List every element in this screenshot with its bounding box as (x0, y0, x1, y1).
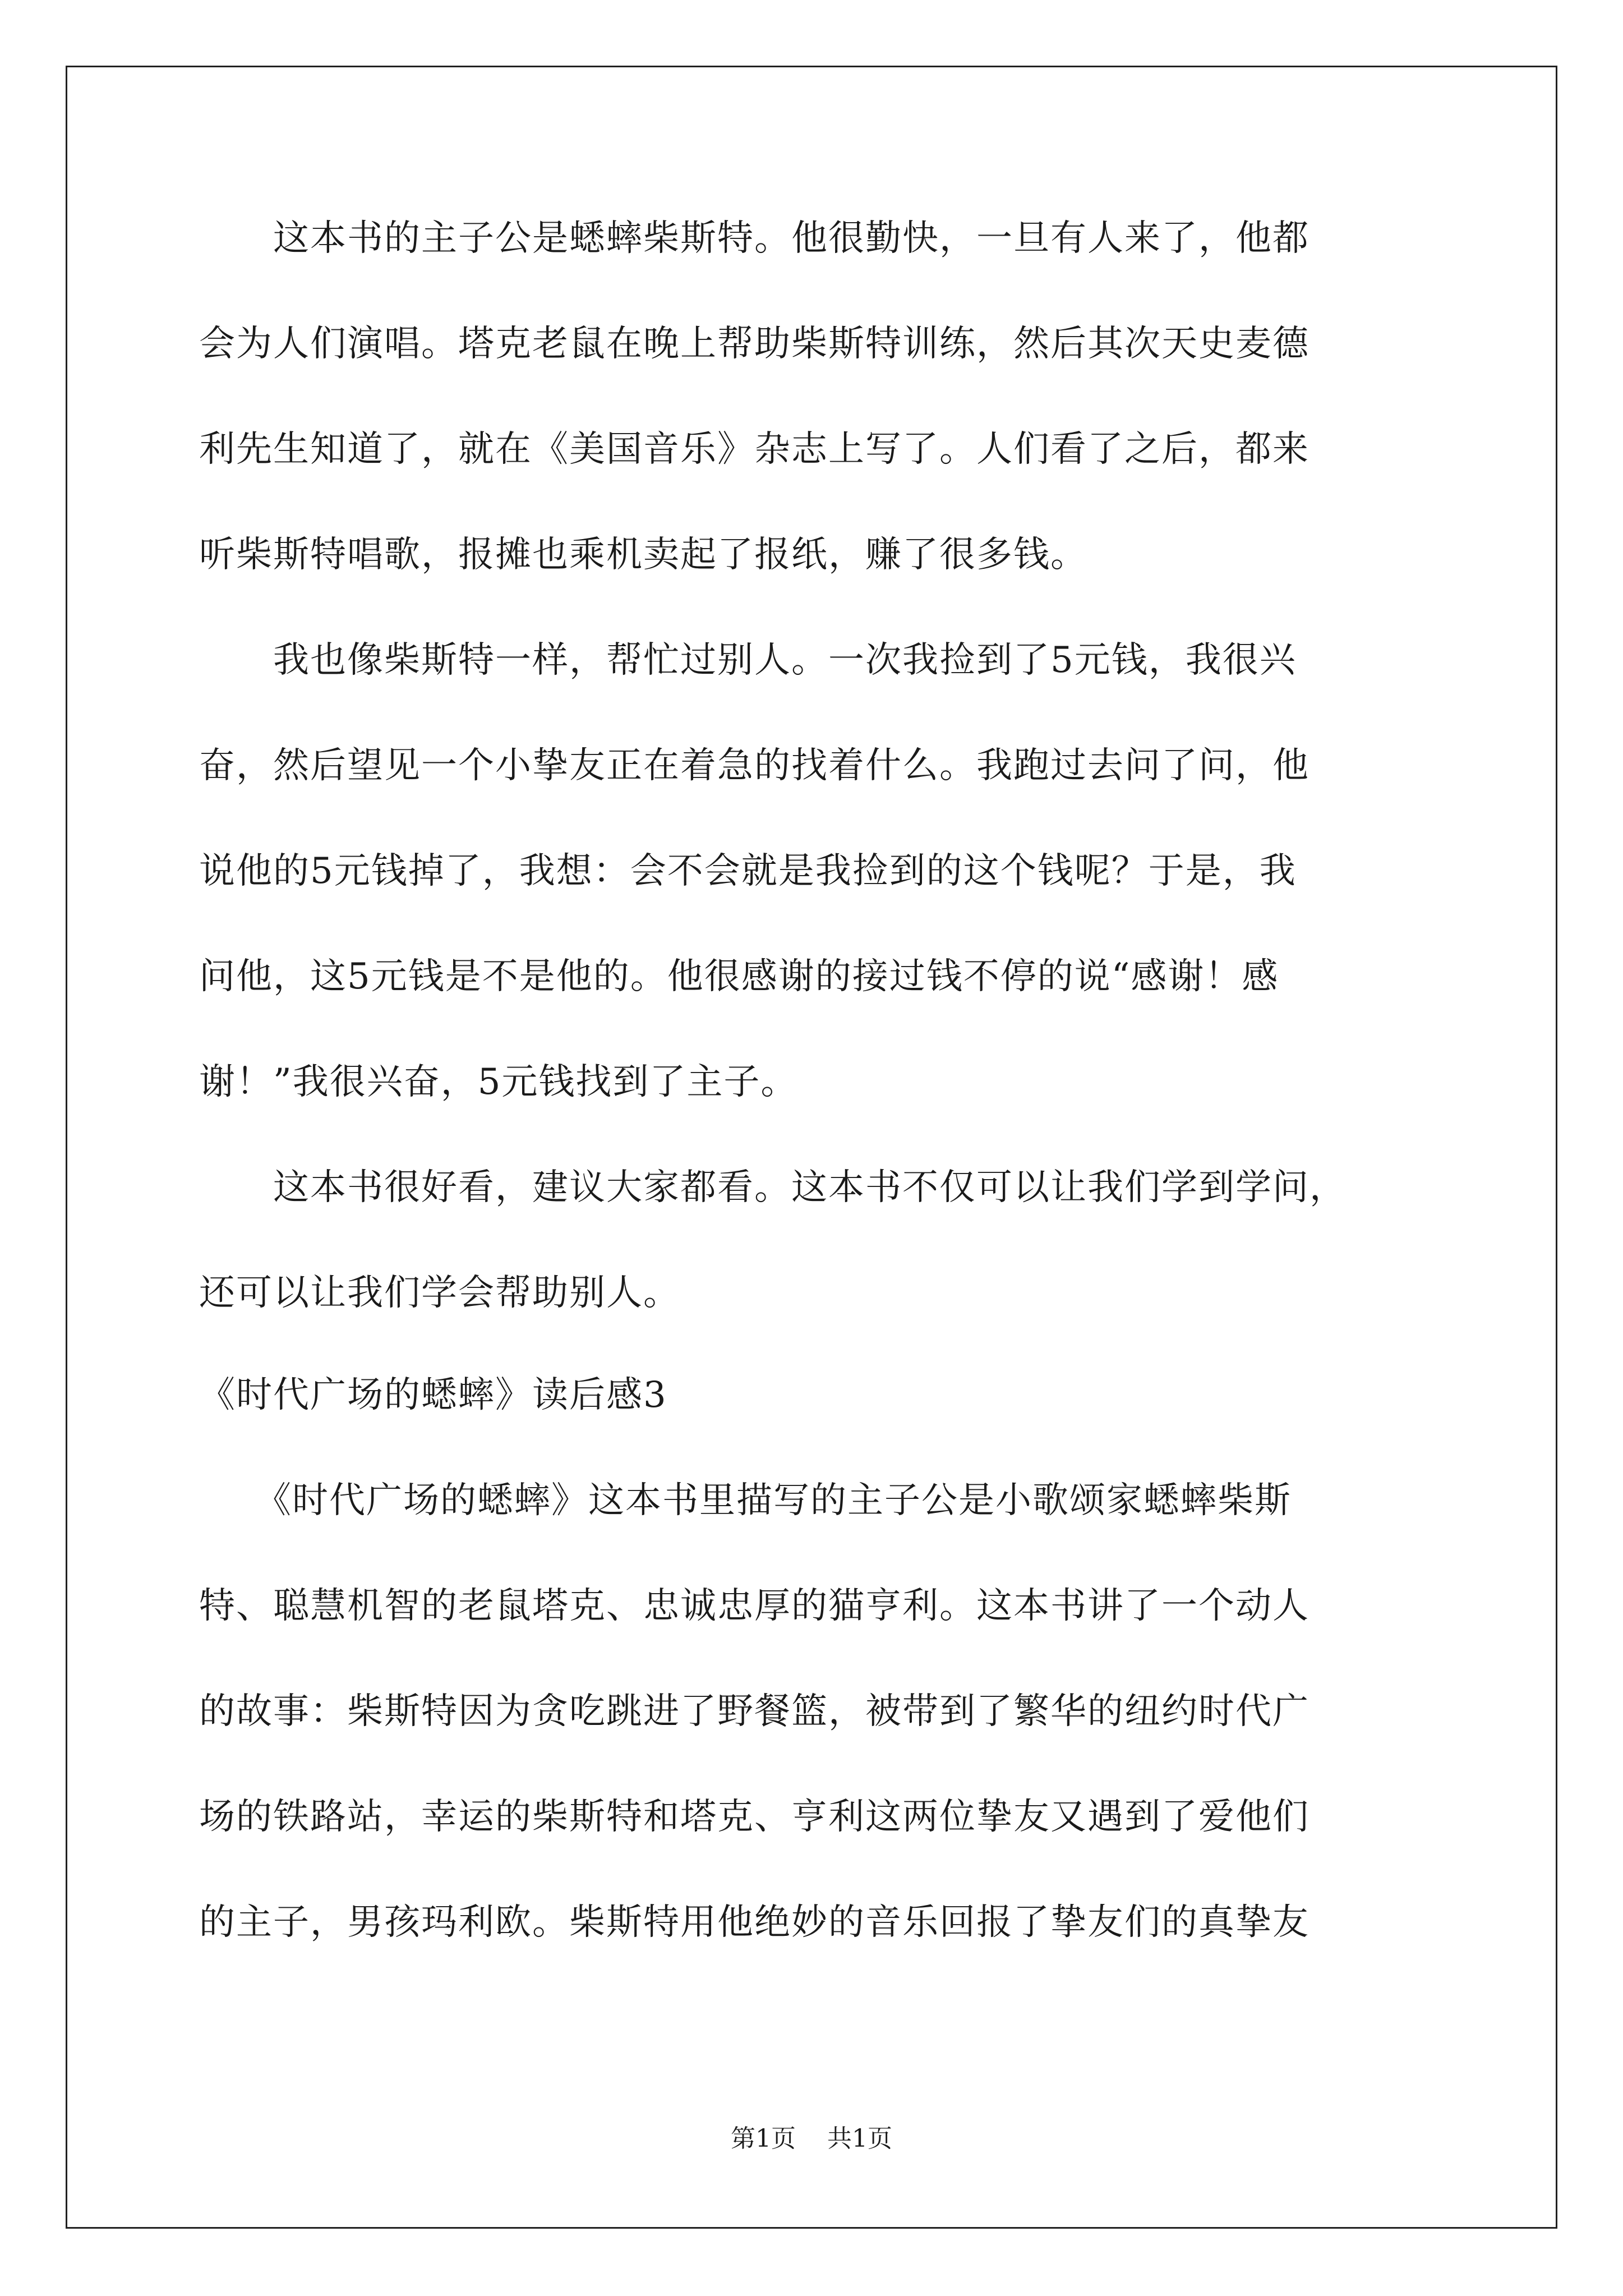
text-line: 场的铁路站，幸运的柴斯特和塔克、亨利这两位挚友又遇到了爱他们 (199, 1796, 1310, 1838)
text-line: 我也像柴斯特一样，帮忙过别人。一次我捡到了5元钱，我很兴 (199, 639, 1297, 681)
text-line: 的故事：柴斯特因为贪吃跳进了野餐篮，被带到了繁华的纽约时代广 (199, 1691, 1310, 1732)
page-number: 第1页 (731, 2124, 796, 2153)
text-line: 听柴斯特唱歌，报摊也乘机卖起了报纸，赚了很多钱。 (199, 534, 1087, 576)
text-line: 这本书很好看，建议大家都看。这本书不仅可以让我们学到学问， (199, 1167, 1347, 1208)
text-line: 说他的5元钱掉了，我想：会不会就是我捡到的这个钱呢？于是，我 (199, 850, 1297, 892)
text-line: 谢！”我很兴奋，5元钱找到了主子。 (199, 1061, 798, 1103)
section-heading: 《时代广场的蟋蟀》读后感3 (199, 1374, 667, 1416)
page-total: 共1页 (827, 2124, 892, 2153)
text-line: 会为人们演唱。塔克老鼠在晚上帮助柴斯特训练，然后其次天史麦德 (199, 323, 1310, 365)
text-line: 还可以让我们学会帮助别人。 (199, 1272, 680, 1314)
text-line: 奋，然后望见一个小挚友正在着急的找着什么。我跑过去问了问，他 (199, 745, 1310, 786)
text-line: 《时代广场的蟋蟀》这本书里描写的主子公是小歌颂家蟋蟀柴斯 (199, 1480, 1292, 1521)
text-line: 的主子，男孩玛利欧。柴斯特用他绝妙的音乐回报了挚友们的真挚友 (199, 1902, 1310, 1943)
text-line: 特、聪慧机智的老鼠塔克、忠诚忠厚的猫亨利。这本书讲了一个动人 (199, 1585, 1310, 1627)
text-line: 这本书的主子公是蟋蟀柴斯特。他很勤快，一旦有人来了，他都 (199, 218, 1310, 259)
text-line: 利先生知道了，就在《美国音乐》杂志上写了。人们看了之后，都来 (199, 429, 1310, 470)
page-footer (0, 2123, 1623, 2155)
text-line: 问他，这5元钱是不是他的。他很感谢的接过钱不停的说“感谢！感 (199, 956, 1279, 997)
